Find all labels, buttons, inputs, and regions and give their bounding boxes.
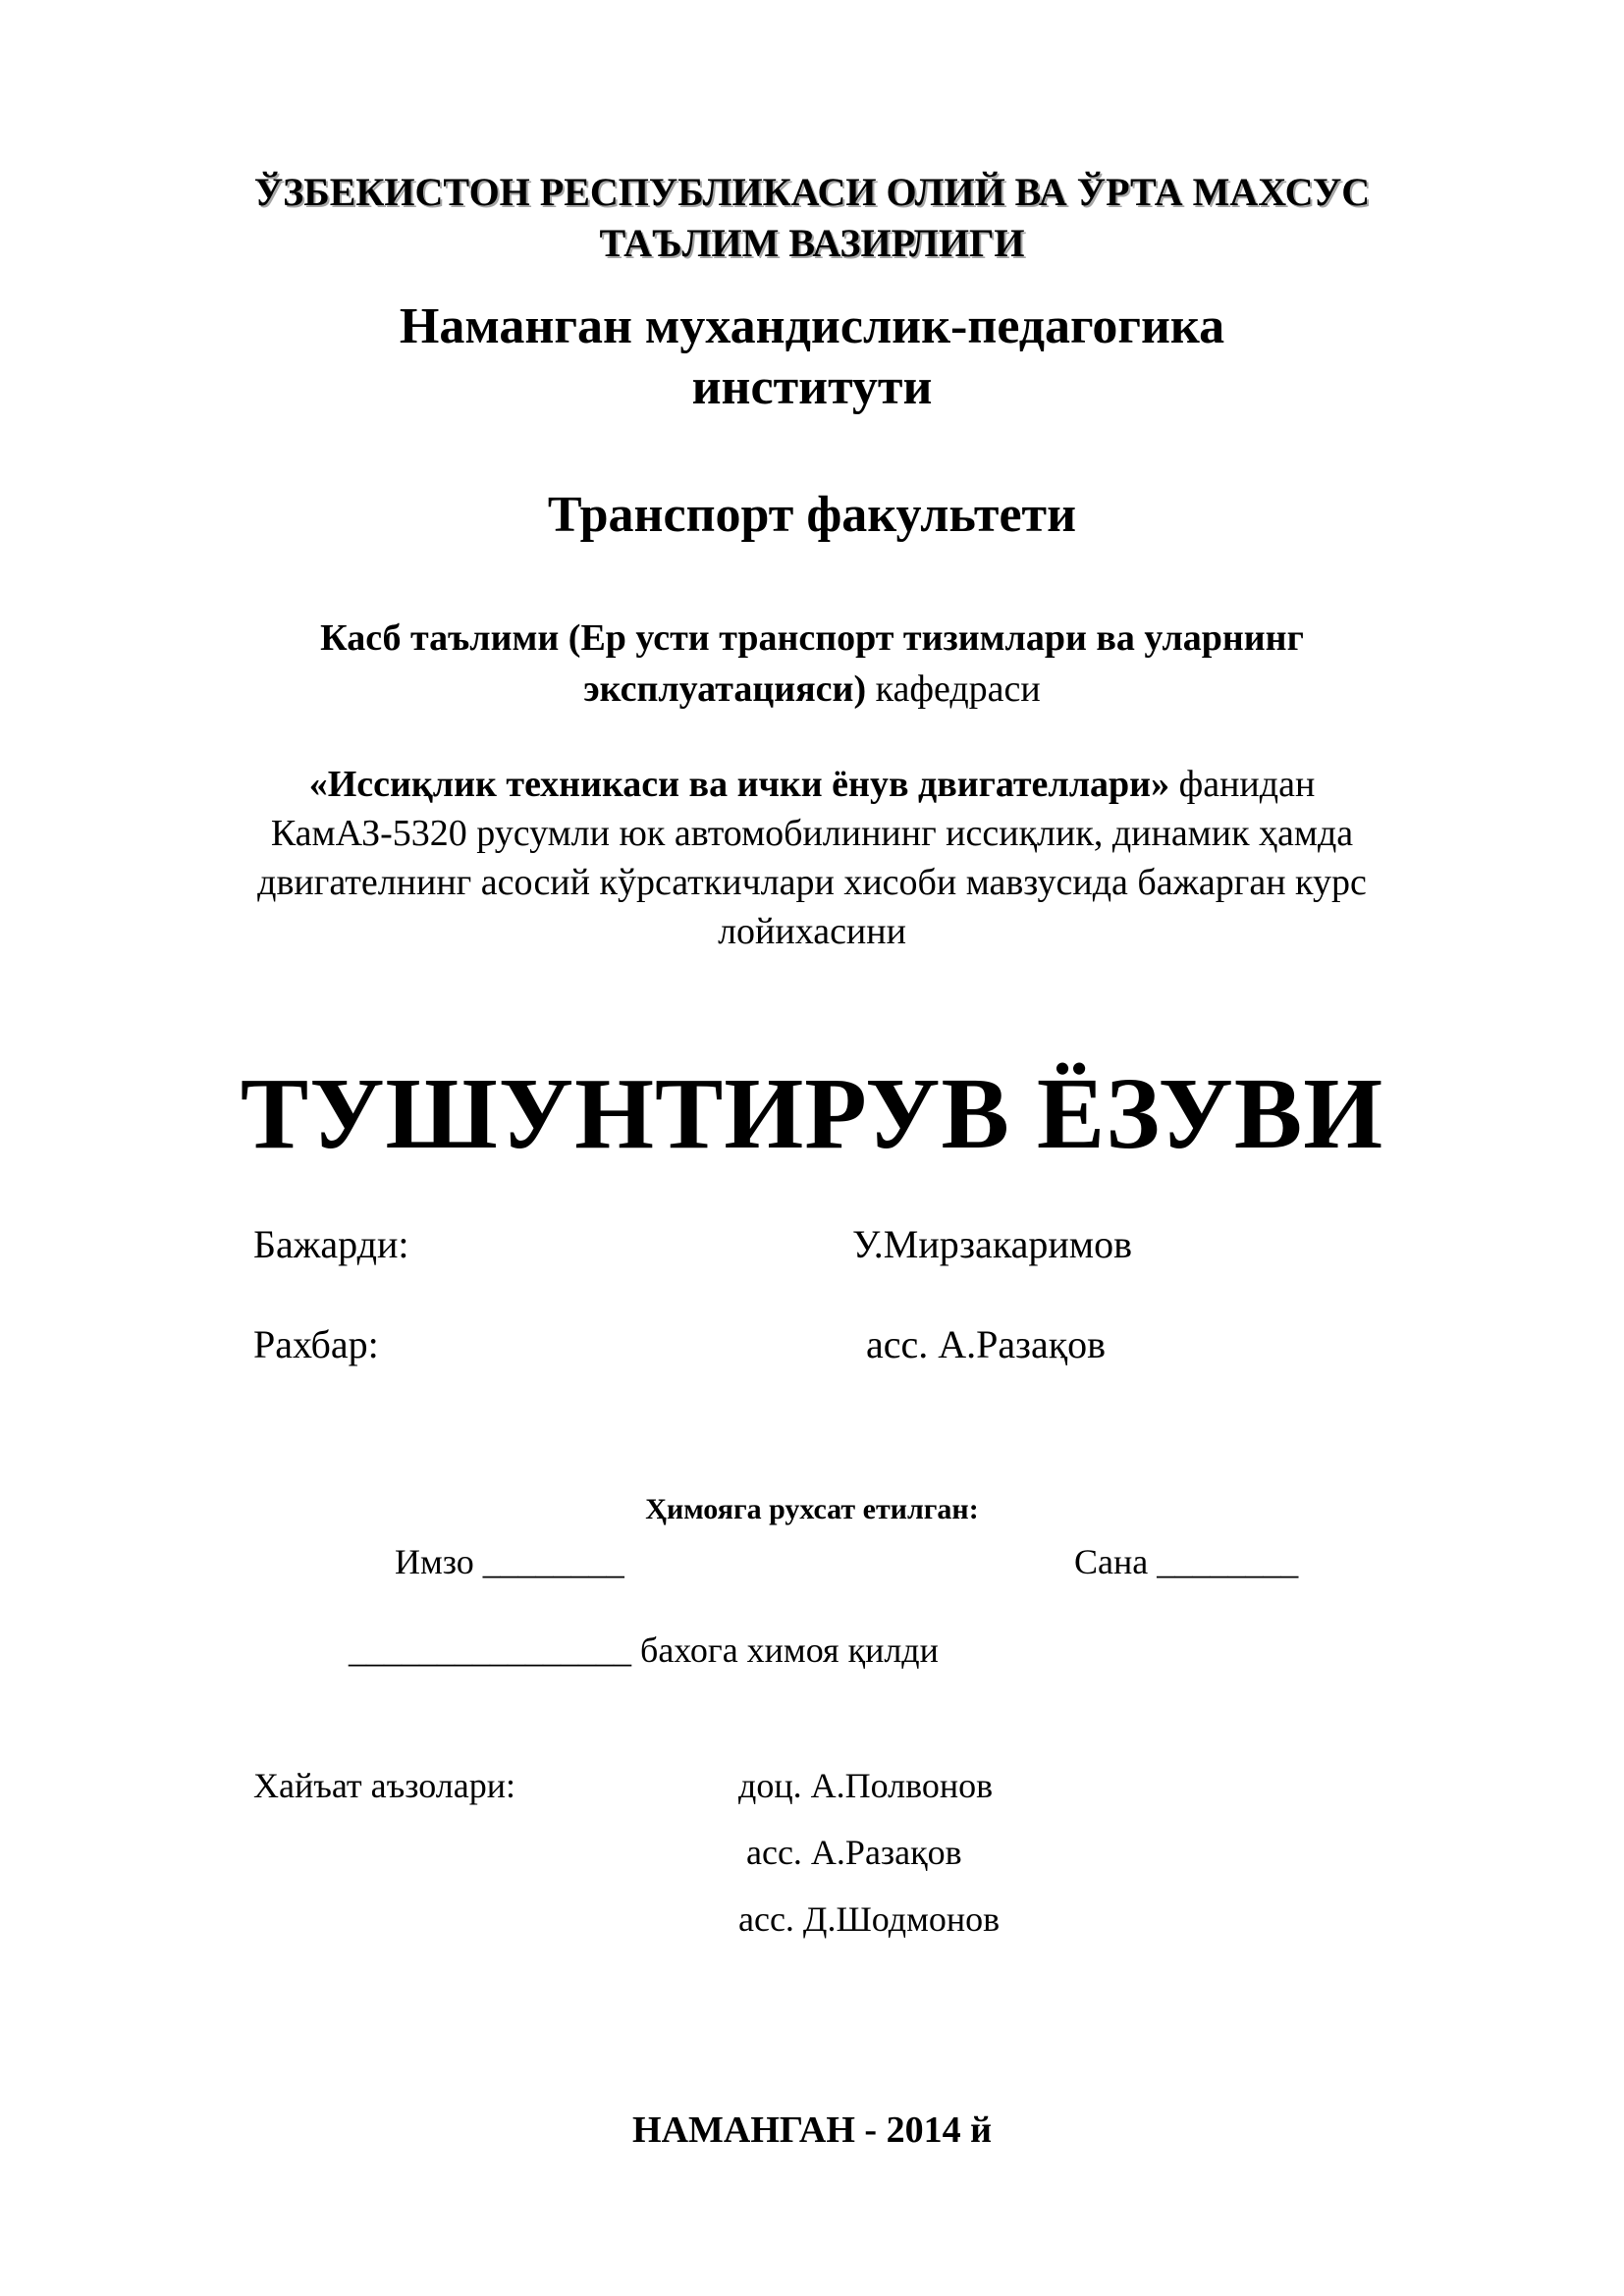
- committee-member: асс. Д.Шодмонов: [738, 1899, 1001, 1939]
- department-line-2-regular: кафедраси: [866, 668, 1041, 710]
- grade-text: бахога химоя қилди: [631, 1630, 939, 1670]
- committee-member: асс. А.Разақов: [746, 1833, 962, 1872]
- subject-description: [0, 760, 1624, 956]
- institute-heading: [0, 296, 1624, 418]
- institute-line-2: институти: [691, 359, 933, 415]
- ministry-line-1: ЎЗБЕКИСТОН РЕСПУБЛИКАСИ ОЛИЙ ВА ЎРТА МАХСУС: [253, 170, 1371, 214]
- subject-line-3: двигателнинг асосий кўрсаткичлари хисоби мавзусида бажарган курс: [257, 862, 1367, 903]
- document-title: ТУШУНТИРУВ ЁЗУВИ: [240, 1057, 1384, 1170]
- department-line-1: Касб таълими (Ер усти транспорт тизимлари ва уларнинг: [320, 617, 1304, 659]
- ministry-line-2: ТАЪЛИМ ВАЗИРЛИГИ: [599, 221, 1025, 265]
- subject-suffix: фанидан: [1169, 764, 1316, 805]
- subject-name: «Иссиқлик техникаси ва ички ёнув двигателлари»: [308, 764, 1170, 805]
- signature-field: Имзо ________: [395, 1542, 624, 1581]
- done-by-label: Бажарди:: [253, 1222, 409, 1266]
- ministry-heading: [0, 167, 1624, 269]
- supervisor-label: Рахбар:: [253, 1322, 379, 1366]
- department-heading: [0, 613, 1624, 715]
- committee-label: Хайъат аъзолари:: [253, 1766, 515, 1805]
- footer-city-year: НАМАНГАН - 2014 й: [632, 2109, 992, 2151]
- done-by-value: У.Мирзакаримов: [852, 1222, 1132, 1266]
- institute-line-1: Наманган мухандислик-педагогика: [399, 298, 1225, 354]
- grade-line: [349, 1629, 939, 1671]
- subject-line-1: [0, 760, 1624, 809]
- department-line-2: [0, 664, 1624, 715]
- supervisor-value: асс. А.Разақов: [866, 1322, 1107, 1366]
- committee-member: доц. А.Полвонов: [738, 1766, 994, 1805]
- faculty-heading: Транспорт факультети: [547, 487, 1077, 543]
- grade-blank: ________________: [349, 1630, 631, 1670]
- date-field: Сана ________: [1074, 1542, 1299, 1581]
- subject-line-4: лойихасини: [718, 911, 906, 952]
- approval-heading: Ҳимояга рухсат етилган:: [645, 1493, 979, 1525]
- subject-line-2: КамАЗ-5320 русумли юк автомобилининг иссиқлик, динамик ҳамда: [270, 813, 1354, 854]
- department-line-2-bold: эксплуатацияси): [583, 668, 867, 710]
